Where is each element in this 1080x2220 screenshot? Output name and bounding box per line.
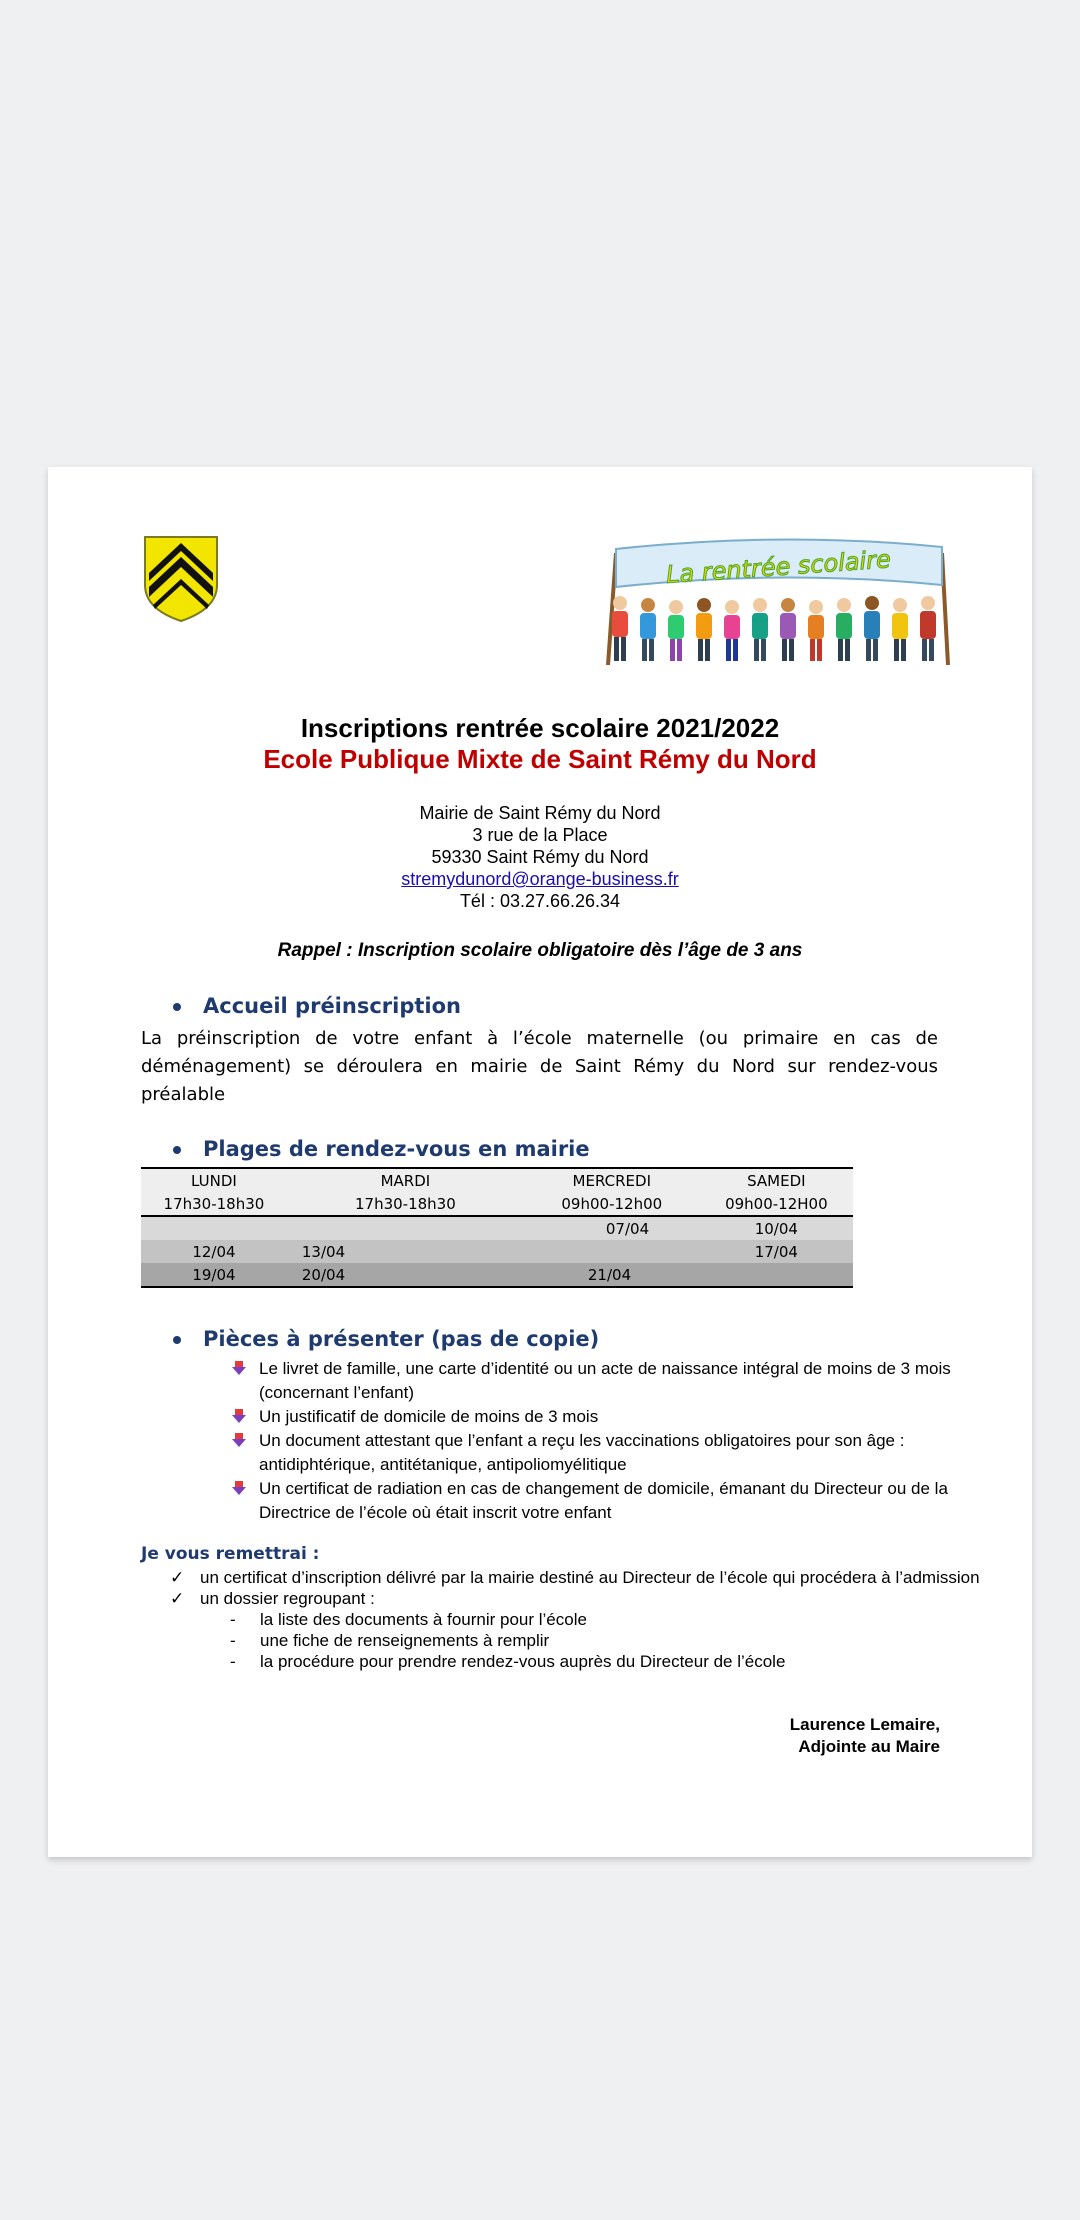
table-cell xyxy=(287,1216,524,1240)
list-item: Le livret de famille, une carte d’identité ou un acte de naissance intégral de moins de 3 mois (concernant l’enfant) xyxy=(231,1357,961,1405)
remettrai-heading: Je vous remettrai : xyxy=(141,1544,320,1564)
hours-mercredi: 09h00-12h00 xyxy=(561,1194,663,1213)
table-cell xyxy=(524,1240,700,1263)
address-block xyxy=(48,802,1032,912)
header-lundi: LUNDI xyxy=(191,1171,237,1190)
list-item: Un justificatif de domicile de moins de 3 mois xyxy=(231,1405,961,1429)
dash-icon: - xyxy=(230,1631,236,1650)
sub-list-item: - la liste des documents à fournir pour l’école xyxy=(230,1610,587,1629)
check-icon: ✓ xyxy=(170,1589,185,1608)
hours-lundi: 17h30-18h30 xyxy=(163,1194,265,1213)
children-group-icon xyxy=(612,596,936,661)
table-cell: 10/04 xyxy=(754,1219,798,1238)
dash-icon: - xyxy=(230,1652,236,1671)
sub-list-item: - la procédure pour prendre rendez-vous auprès du Directeur de l’école xyxy=(230,1652,786,1671)
pieces-list xyxy=(231,1357,961,1525)
arrow-bullet-icon xyxy=(231,1480,247,1496)
hours-mardi: 17h30-18h30 xyxy=(355,1194,456,1213)
table-row xyxy=(141,1263,853,1287)
table-cell xyxy=(141,1216,287,1240)
header-mercredi: MERCREDI xyxy=(572,1171,651,1190)
signature-name: Laurence Lemaire, xyxy=(789,1715,940,1734)
rappel-notice: Rappel : Inscription scolaire obligatoire dès l’âge de 3 ans xyxy=(277,940,803,961)
table-cell: 19/04 xyxy=(192,1265,236,1284)
header-mardi: MARDI xyxy=(380,1171,431,1190)
list-item: ✓ un certificat d’inscription délivré par la mairie destiné au Directeur de l’école qui procédera à l’admission xyxy=(170,1568,980,1587)
signature-role: Adjointe au Maire xyxy=(798,1737,940,1756)
list-item: Un document attestant que l’enfant a reçu les vaccinations obligatoires pour son âge : antidiphtérique, antitétanique, antipoliomyélitique xyxy=(231,1429,961,1477)
list-item: Un certificat de radiation en cas de changement de domicile, émanant du Directeur ou de la Directrice de l’école où était inscrit votre enfant xyxy=(231,1477,961,1525)
address-line-2: 3 rue de la Place xyxy=(472,825,608,845)
header-samedi: SAMEDI xyxy=(747,1171,806,1190)
table-header-days xyxy=(141,1168,853,1192)
sub-list-item: - une fiche de renseignements à remplir xyxy=(230,1631,550,1650)
document-page xyxy=(48,467,1032,1857)
table-cell xyxy=(700,1263,853,1287)
bullet-icon xyxy=(173,1336,181,1344)
document-title: Inscriptions rentrée scolaire 2021/2022 xyxy=(300,713,780,743)
accueil-paragraph: La préinscription de votre enfant à l’école maternelle (ou primaire en cas de déménagement) se déroulera en mairie de Saint Rémy du Nord sur rendez-vous préalable xyxy=(141,1028,938,1105)
address-line-1: Mairie de Saint Rémy du Nord xyxy=(419,803,661,823)
bullet-icon xyxy=(173,1146,181,1154)
table-row xyxy=(141,1240,853,1263)
list-item: ✓ un dossier regroupant : xyxy=(170,1589,375,1608)
arrow-bullet-icon xyxy=(231,1408,247,1424)
table-cell: 20/04 xyxy=(301,1265,346,1284)
accueil-heading: Accueil préinscription xyxy=(173,994,461,1018)
table-cell: 21/04 xyxy=(587,1265,632,1284)
dash-icon: - xyxy=(230,1610,236,1629)
school-name: Ecole Publique Mixte de Saint Rémy du Nord xyxy=(263,744,817,774)
table-header-hours xyxy=(141,1192,853,1216)
bullet-icon xyxy=(173,1003,181,1011)
coat-of-arms-logo xyxy=(143,535,219,623)
phone-number: Tél : 03.27.66.26.34 xyxy=(459,891,621,911)
table-row xyxy=(141,1216,853,1240)
table-cell: 13/04 xyxy=(301,1242,346,1261)
address-line-3: 59330 Saint Rémy du Nord xyxy=(431,847,649,867)
signature-block xyxy=(790,1714,940,1758)
rentree-scolaire-banner-illustration xyxy=(586,525,1002,677)
table-cell: 17/04 xyxy=(754,1242,798,1261)
pieces-heading: Pièces à présenter (pas de copie) xyxy=(173,1327,599,1351)
plages-heading: Plages de rendez-vous en mairie xyxy=(173,1137,590,1161)
check-icon: ✓ xyxy=(170,1568,185,1587)
hours-samedi: 09h00-12H00 xyxy=(725,1194,828,1213)
remettrai-list xyxy=(170,1567,980,1672)
arrow-bullet-icon xyxy=(231,1432,247,1448)
email-link[interactable]: stremydunord@orange-business.fr xyxy=(401,869,679,889)
table-cell: 12/04 xyxy=(192,1242,236,1261)
banner-text: La rentrée scolaire xyxy=(665,545,892,589)
arrow-bullet-icon xyxy=(231,1360,247,1376)
table-cell: 07/04 xyxy=(605,1219,650,1238)
rendez-vous-table xyxy=(141,1167,853,1288)
